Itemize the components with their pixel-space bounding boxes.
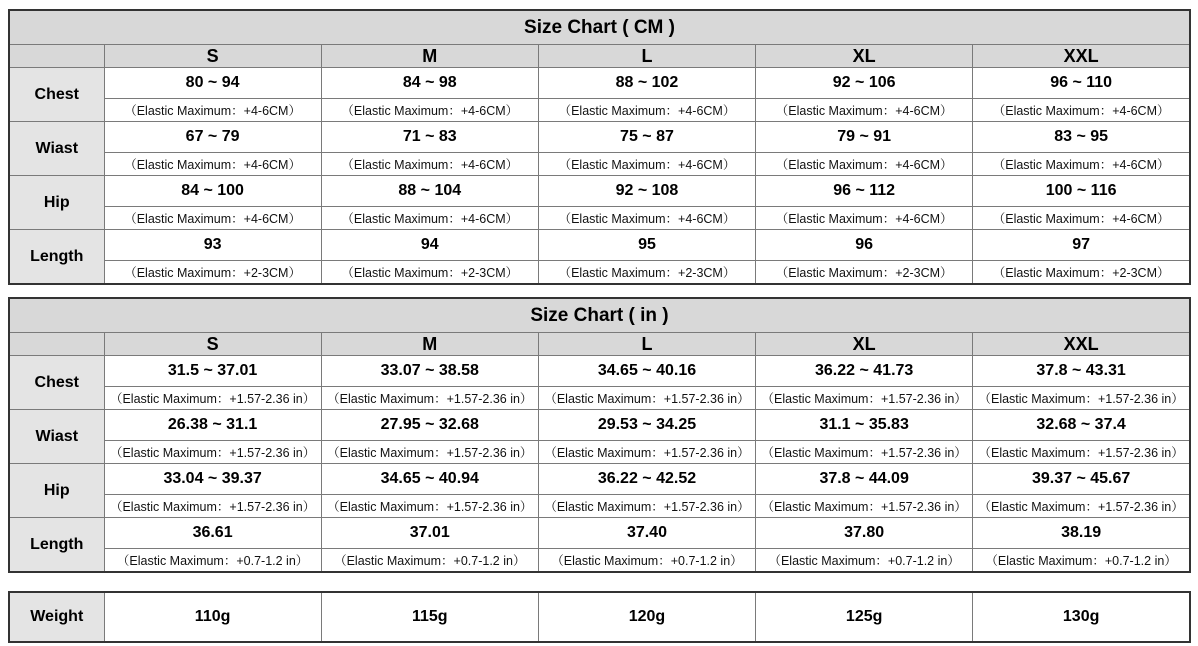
size-chart-inch-title: Size Chart ( in ) (9, 298, 1190, 333)
value-cell: 32.68 ~ 37.4 (973, 410, 1190, 441)
weight-value-s: 110g (104, 592, 321, 642)
value-cell: 31.1 ~ 35.83 (756, 410, 973, 441)
value-cell: 75 ~ 87 (538, 122, 755, 153)
elastic-note-row (9, 153, 1190, 176)
elastic-note: （Elastic Maximum：+4-6CM） (321, 153, 538, 176)
measurement-row-length (9, 518, 1190, 549)
size-header-row (9, 45, 1190, 68)
measurement-row-hip (9, 176, 1190, 207)
row-label-length: Length (9, 230, 104, 285)
measurement-row-waist (9, 122, 1190, 153)
value-cell: 27.95 ~ 32.68 (321, 410, 538, 441)
elastic-note: （Elastic Maximum：+1.57-2.36 in） (104, 387, 321, 410)
elastic-note: （Elastic Maximum：+0.7-1.2 in） (538, 549, 755, 573)
elastic-note-row (9, 207, 1190, 230)
elastic-note: （Elastic Maximum：+0.7-1.2 in） (973, 549, 1190, 573)
elastic-note-row (9, 549, 1190, 573)
elastic-note: （Elastic Maximum：+1.57-2.36 in） (973, 495, 1190, 518)
size-chart-cm-title: Size Chart ( CM ) (9, 10, 1190, 45)
measurement-row-hip (9, 464, 1190, 495)
value-cell: 37.01 (321, 518, 538, 549)
size-header-xxl: XXL (973, 45, 1190, 68)
measurement-row-chest (9, 356, 1190, 387)
weight-table (8, 591, 1191, 643)
weight-value-l: 120g (538, 592, 755, 642)
measurement-row-waist (9, 410, 1190, 441)
value-cell: 88 ~ 102 (538, 68, 755, 99)
value-cell: 29.53 ~ 34.25 (538, 410, 755, 441)
value-cell: 67 ~ 79 (104, 122, 321, 153)
elastic-note: （Elastic Maximum：+4-6CM） (321, 99, 538, 122)
elastic-note: （Elastic Maximum：+4-6CM） (538, 99, 755, 122)
value-cell: 34.65 ~ 40.94 (321, 464, 538, 495)
elastic-note: （Elastic Maximum：+4-6CM） (973, 153, 1190, 176)
weight-value-xl: 125g (756, 592, 973, 642)
row-label-chest: Chest (9, 68, 104, 122)
elastic-note: （Elastic Maximum：+4-6CM） (104, 153, 321, 176)
value-cell: 38.19 (973, 518, 1190, 549)
value-cell: 88 ~ 104 (321, 176, 538, 207)
elastic-note: （Elastic Maximum：+4-6CM） (104, 207, 321, 230)
value-cell: 36.22 ~ 42.52 (538, 464, 755, 495)
elastic-note-row (9, 441, 1190, 464)
value-cell: 96 ~ 110 (973, 68, 1190, 99)
value-cell: 36.61 (104, 518, 321, 549)
row-label-length: Length (9, 518, 104, 573)
elastic-note: （Elastic Maximum：+2-3CM） (321, 261, 538, 285)
elastic-note: （Elastic Maximum：+1.57-2.36 in） (756, 495, 973, 518)
header-corner (9, 45, 104, 68)
elastic-note: （Elastic Maximum：+1.57-2.36 in） (973, 441, 1190, 464)
weight-value-m: 115g (321, 592, 538, 642)
size-header-m: M (321, 333, 538, 356)
elastic-note: （Elastic Maximum：+4-6CM） (756, 207, 973, 230)
value-cell: 96 (756, 230, 973, 261)
elastic-note: （Elastic Maximum：+0.7-1.2 in） (756, 549, 973, 573)
value-cell: 96 ~ 112 (756, 176, 973, 207)
elastic-note: （Elastic Maximum：+1.57-2.36 in） (538, 495, 755, 518)
value-cell: 97 (973, 230, 1190, 261)
elastic-note: （Elastic Maximum：+0.7-1.2 in） (321, 549, 538, 573)
elastic-note: （Elastic Maximum：+1.57-2.36 in） (104, 495, 321, 518)
elastic-note-row (9, 495, 1190, 518)
value-cell: 36.22 ~ 41.73 (756, 356, 973, 387)
row-label-waist: Wiast (9, 122, 104, 176)
value-cell: 93 (104, 230, 321, 261)
value-cell: 37.8 ~ 43.31 (973, 356, 1190, 387)
weight-value-xxl: 130g (973, 592, 1190, 642)
size-chart-cm-table (8, 9, 1191, 285)
value-cell: 39.37 ~ 45.67 (973, 464, 1190, 495)
elastic-note: （Elastic Maximum：+2-3CM） (756, 261, 973, 285)
row-label-hip: Hip (9, 176, 104, 230)
elastic-note: （Elastic Maximum：+1.57-2.36 in） (756, 387, 973, 410)
row-label-weight: Weight (9, 592, 104, 642)
elastic-note: （Elastic Maximum：+4-6CM） (104, 99, 321, 122)
value-cell: 100 ~ 116 (973, 176, 1190, 207)
value-cell: 33.07 ~ 38.58 (321, 356, 538, 387)
row-label-waist: Wiast (9, 410, 104, 464)
elastic-note: （Elastic Maximum：+1.57-2.36 in） (321, 441, 538, 464)
value-cell: 26.38 ~ 31.1 (104, 410, 321, 441)
row-label-hip: Hip (9, 464, 104, 518)
size-header-l: L (538, 333, 755, 356)
elastic-note: （Elastic Maximum：+4-6CM） (538, 207, 755, 230)
elastic-note-row (9, 387, 1190, 410)
value-cell: 84 ~ 98 (321, 68, 538, 99)
size-header-xl: XL (756, 45, 973, 68)
header-corner (9, 333, 104, 356)
elastic-note: （Elastic Maximum：+4-6CM） (756, 99, 973, 122)
size-header-xl: XL (756, 333, 973, 356)
elastic-note: （Elastic Maximum：+1.57-2.36 in） (321, 495, 538, 518)
value-cell: 83 ~ 95 (973, 122, 1190, 153)
elastic-note: （Elastic Maximum：+1.57-2.36 in） (104, 441, 321, 464)
value-cell: 84 ~ 100 (104, 176, 321, 207)
elastic-note: （Elastic Maximum：+2-3CM） (104, 261, 321, 285)
value-cell: 37.80 (756, 518, 973, 549)
size-header-l: L (538, 45, 755, 68)
elastic-note: （Elastic Maximum：+2-3CM） (973, 261, 1190, 285)
elastic-note: （Elastic Maximum：+4-6CM） (973, 207, 1190, 230)
size-header-s: S (104, 45, 321, 68)
value-cell: 94 (321, 230, 538, 261)
value-cell: 37.8 ~ 44.09 (756, 464, 973, 495)
size-header-s: S (104, 333, 321, 356)
weight-row (9, 592, 1190, 642)
elastic-note: （Elastic Maximum：+0.7-1.2 in） (104, 549, 321, 573)
elastic-note: （Elastic Maximum：+1.57-2.36 in） (973, 387, 1190, 410)
elastic-note: （Elastic Maximum：+4-6CM） (321, 207, 538, 230)
size-chart-inch-table (8, 297, 1191, 573)
value-cell: 92 ~ 108 (538, 176, 755, 207)
value-cell: 31.5 ~ 37.01 (104, 356, 321, 387)
elastic-note: （Elastic Maximum：+2-3CM） (538, 261, 755, 285)
measurement-row-length (9, 230, 1190, 261)
elastic-note: （Elastic Maximum：+1.57-2.36 in） (321, 387, 538, 410)
value-cell: 95 (538, 230, 755, 261)
elastic-note: （Elastic Maximum：+1.57-2.36 in） (538, 441, 755, 464)
elastic-note: （Elastic Maximum：+4-6CM） (538, 153, 755, 176)
elastic-note: （Elastic Maximum：+4-6CM） (973, 99, 1190, 122)
elastic-note-row (9, 261, 1190, 285)
value-cell: 34.65 ~ 40.16 (538, 356, 755, 387)
value-cell: 80 ~ 94 (104, 68, 321, 99)
size-header-m: M (321, 45, 538, 68)
value-cell: 79 ~ 91 (756, 122, 973, 153)
value-cell: 92 ~ 106 (756, 68, 973, 99)
elastic-note: （Elastic Maximum：+4-6CM） (756, 153, 973, 176)
row-label-chest: Chest (9, 356, 104, 410)
elastic-note-row (9, 99, 1190, 122)
size-header-row (9, 333, 1190, 356)
value-cell: 71 ~ 83 (321, 122, 538, 153)
elastic-note: （Elastic Maximum：+1.57-2.36 in） (756, 441, 973, 464)
size-header-xxl: XXL (973, 333, 1190, 356)
value-cell: 37.40 (538, 518, 755, 549)
elastic-note: （Elastic Maximum：+1.57-2.36 in） (538, 387, 755, 410)
value-cell: 33.04 ~ 39.37 (104, 464, 321, 495)
measurement-row-chest (9, 68, 1190, 99)
